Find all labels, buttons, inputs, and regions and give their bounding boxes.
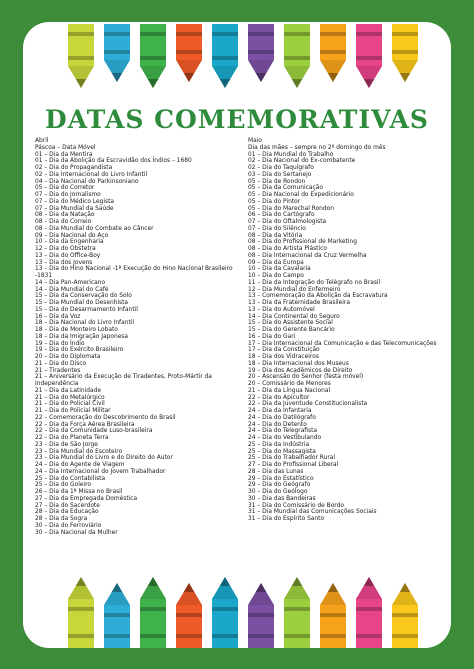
april-date-line: Independência	[35, 381, 79, 387]
may-date-line: 18 – Dia dos Vidraceiros	[248, 354, 319, 360]
may-date-line: 27 – Dia do Profissional Liberal	[248, 462, 339, 468]
may-date-line: 03 – Dia do Sertanejo	[248, 171, 312, 178]
crayon	[212, 24, 238, 88]
april-date-line: 22 – Comemoração do Descobrimento do Brasil	[35, 414, 176, 421]
may-date-line: 20 – Comissário de Menores	[248, 381, 331, 387]
april-date-line: 30 – Dia do Ferroviário	[35, 522, 102, 529]
may-date-line: 06 – Dia do Cartógrafo	[248, 212, 315, 219]
april-date-line: 19 – Dia do Exército Brasileiro	[35, 347, 124, 354]
crayon	[68, 24, 94, 88]
april-date-line: 15 – Dia Mundial do Desenhista	[35, 300, 129, 306]
april-date-line: 30 – Dia Nacional da Mulher	[35, 529, 118, 536]
may-date-line: 22 – Dia do Apicultor	[248, 394, 310, 401]
april-date-line: 08 – Dia do Correio	[35, 219, 92, 225]
may-date-line: 02 – Dia Nacional do Ex-combatente	[248, 158, 356, 165]
crayon	[68, 577, 94, 648]
may-date-line: 13 – Comemoração da Abolição da Escravatura	[248, 293, 388, 300]
may-date-line: 19 – Dia dos Acadêmicos de Direito	[248, 367, 353, 374]
april-date-line: 21 – Dia do Metalúrgico	[35, 394, 105, 401]
may-date-line: 31 – Dia do Espírito Santo	[248, 516, 325, 522]
april-date-line: 16 – Dia da Voz	[35, 313, 81, 320]
may-date-line: 31 – Dia Mundial das Comunicações Sociais	[248, 509, 377, 516]
april-date-line: -1831	[35, 273, 53, 279]
april-date-line: 07 – Dia Mundial da Saúde	[35, 205, 114, 212]
may-date-line: 16 – Dia do Gari	[248, 333, 296, 340]
april-date-line: 21 – Dia do Policial Civil	[35, 401, 105, 408]
may-date-line: 29 – Dia do Geógrafo	[248, 482, 311, 489]
april-date-line: 15 – Dia da Conservação do Solo	[35, 293, 132, 300]
crayon	[320, 24, 346, 82]
crayon	[140, 24, 166, 88]
crayon	[284, 577, 310, 648]
april-date-line: 13 – Dia do Hino Nacional -1ª Execução do Hino Nacional Brasileiro	[35, 266, 233, 273]
april-date-line: 18 – Dia da Imigração Japonesa	[35, 333, 128, 340]
april-date-line: 14 – Dia Mundial do Café	[35, 286, 109, 293]
april-column	[35, 138, 235, 536]
may-date-line: 18 – Dia Internacional dos Museus	[248, 360, 349, 367]
may-date-line: 11 – Dia da Integração do Telégrafo no Brasil	[248, 279, 381, 286]
may-date-line: 21 – Dia da Língua Nacional	[248, 387, 331, 394]
april-date-line: 04 – Dia Nacional do Parkinsoniano	[35, 178, 139, 185]
april-date-line: 23 – Dia de São Jorge	[35, 441, 98, 448]
april-date-line: 22 – Dia da Força Aérea Brasileira	[35, 421, 135, 428]
april-date-line: 22 – Dia da Comunidade Luso-brasileira	[35, 428, 153, 435]
may-date-line: 10 – Dia do Campo	[248, 273, 304, 279]
april-date-line: 08 – Dia Mundial do Combate ao Câncer	[35, 225, 154, 232]
may-date-line: 29 – Dia do Estatístico	[248, 475, 314, 482]
may-date-line: 09 – Dia da Europa	[248, 259, 304, 266]
may-date-line: 07 – Dia do Oftalmologista	[248, 219, 327, 225]
crayon	[356, 577, 382, 648]
april-date-line: 18 – Dia de Monteiro Lobato	[35, 327, 118, 333]
april-date-line: 08 – Dia da Natação	[35, 212, 95, 219]
april-date-line: 28 – Dia da Sogra	[35, 516, 88, 522]
april-date-line: 24 – Dia do Agente de Viagem	[35, 462, 125, 468]
may-date-line: 02 – Dia do Taquígrafo	[248, 165, 314, 171]
crayon	[248, 583, 274, 648]
may-date-line: 13 – Dia da Fraternidade Brasileira	[248, 300, 350, 306]
may-date-line: 14 – Dia Continental do Seguro	[248, 313, 340, 320]
april-date-line: 01 – Dia da Abolição da Escravidão dos Índios – 1680	[35, 158, 192, 165]
may-date-line: 30 – Dia do Geólogo	[248, 489, 308, 495]
may-date-line: 28 – Dia das Lunas	[248, 468, 304, 475]
april-date-line: 09 – Dia Nacional do Aço	[35, 232, 109, 239]
may-date-line: 24 – Dia do Vestibulando	[248, 435, 322, 441]
april-date-line: 22 – Dia do Planeta Terra	[35, 435, 109, 441]
crayon	[392, 24, 418, 82]
crayon	[284, 24, 310, 88]
top-crayon-border	[60, 24, 420, 94]
may-date-line: 05 – Dia do Marechal Rondon	[248, 205, 334, 212]
april-date-line: 07 – Dia do Jornalismo	[35, 192, 101, 198]
april-date-line: 26 – Dia da 1ª Missa no Brasil	[35, 489, 123, 495]
april-date-line: 01 – Dia da Mentira	[35, 151, 93, 158]
may-date-line: 17 – Dia Internacional da Comunicação e das Telecomunicações	[248, 340, 437, 347]
crayon	[320, 583, 346, 648]
crayon	[104, 24, 130, 82]
crayon	[392, 583, 418, 648]
april-date-line: 23 – Dia Mundial do Escoteiro	[35, 448, 123, 455]
may-date-line: 05 – Dia do Pintor	[248, 198, 301, 205]
april-date-line: 19 – Dia do Índio	[35, 340, 85, 347]
may-date-line: 24 – Dia do Datilógrafo	[248, 414, 316, 421]
april-date-line: 20 – Dia do Diplomata	[35, 354, 101, 360]
may-date-line: 15 – Dia do Gerente Bancário	[248, 327, 335, 333]
may-date-line: 25 – Dia do Massagista	[248, 448, 316, 455]
may-date-line: 25 – Dia da Indústria	[248, 441, 310, 448]
may-heading: Maio	[248, 138, 262, 144]
april-date-line: 21 – Tiradentes	[35, 367, 81, 374]
may-date-line: 12 – Dia Mundial do Enfermeiro	[248, 286, 341, 293]
may-date-line: 20 – Ascensão do Senhor (festa móvel)	[248, 374, 364, 381]
may-date-line: 15 – Dia do Assistente Social	[248, 320, 333, 327]
crayon	[248, 24, 274, 82]
april-date-line: 13 – Dia do Office-Boy	[35, 252, 101, 259]
april-date-line: 21 – Dia da Latinidade	[35, 387, 101, 394]
crayon	[140, 577, 166, 648]
april-heading: Abril	[35, 138, 49, 144]
april-date-line: 28 – Dia da Educação	[35, 509, 99, 516]
may-date-line: 07 – Dia do Silêncio	[248, 225, 306, 232]
april-date-line: 21 – Dia do Disco	[35, 360, 87, 367]
bottom-crayon-border	[60, 573, 420, 648]
april-date-line: 14 – Dia Pan-Americano	[35, 279, 106, 286]
may-date-line: Dia das mães – sempre no 2º domingo do mês	[248, 144, 386, 151]
april-date-line: 12 – Dia do Obstetra	[35, 246, 96, 252]
april-date-line: 05 – Dia do Corretor	[35, 185, 95, 192]
april-date-line: 13 – Dia dos Jovens	[35, 259, 93, 266]
may-date-line: 30 – Dia das Bandeiras	[248, 495, 316, 502]
may-date-line: 24 – Dia da Infantaria	[248, 408, 312, 414]
april-date-line: 18 – Dia Nacional do Livro Infantil	[35, 320, 135, 327]
april-date-line: 21 – Aniversário da Execução de Tiradentes, Proto-Mártir da	[35, 374, 212, 381]
may-date-line: 22 – Dia da Juventude Constitucionalista	[248, 401, 368, 408]
crayon	[104, 583, 130, 648]
april-date-line: 02 – Dia do Propagandista	[35, 165, 113, 171]
may-date-line: 25 – Dia do Trabalhador Rural	[248, 455, 336, 462]
may-date-line: 05 – Dia Nacional do Expedicionário	[248, 192, 354, 198]
april-date-line: 07 – Dia do Médico Legista	[35, 198, 115, 205]
april-date-line: 24 – Dia Internacional do Jovem Trabalhador	[35, 468, 166, 475]
may-date-line: 05 – Dia de Rondon	[248, 178, 306, 185]
april-date-line: 23 – Dia Mundial do Livro e do Direito do Autor	[35, 455, 173, 462]
april-date-line: 27 – Dia do Sacerdote	[35, 502, 100, 509]
crayon	[176, 583, 202, 648]
april-date-line: Páscoa – Data Móvel	[35, 144, 96, 151]
april-list	[35, 145, 235, 537]
may-date-line: 10 – Dia da Cavalaria	[248, 266, 311, 273]
april-date-line: 10 – Dia da Engenharia	[35, 239, 104, 246]
april-date-line: 25 – Dia do Contabilista	[35, 475, 106, 482]
april-date-line: 27 – Dia da Empregada Doméstica	[35, 495, 138, 502]
crayon	[176, 24, 202, 82]
may-date-line: 08 – Dia do Profissional de Marketing	[248, 239, 357, 246]
may-date-line: 17 – Dia da Constituição	[248, 347, 320, 354]
may-date-line: 24 – Dia do Detento	[248, 421, 307, 428]
april-date-line: 02 – Dia Internacional do Livro Infantil	[35, 171, 148, 178]
may-date-line: 08 – Dia Internacional da Cruz Vermelha	[248, 252, 367, 259]
crayon	[212, 577, 238, 648]
may-date-line: 05 – Dia da Comunicação	[248, 185, 323, 192]
may-date-line: 24 – Dia do Telegrafista	[248, 428, 318, 435]
crayon	[356, 24, 382, 88]
may-date-line: 08 – Dia da Vitória	[248, 232, 303, 239]
page-title: DATAS COMEMORATIVAS	[45, 105, 429, 134]
may-date-line: 01 – Dia Mundial do Trabalho	[248, 151, 334, 158]
april-date-line: 21 – Dia do Policial Militar	[35, 408, 111, 414]
may-column	[248, 138, 448, 523]
april-date-line: 15 – Dia do Desarmamento Infantil	[35, 306, 138, 313]
may-list	[248, 145, 448, 523]
may-date-line: 08 – Dia do Artista Plástico	[248, 246, 327, 252]
april-date-line: 25 – Dia do Goleiro	[35, 482, 92, 489]
may-date-line: 31 – Dia do Comissário de Bordo	[248, 502, 344, 509]
may-date-line: 13 – Dia do Automóvel	[248, 306, 315, 313]
